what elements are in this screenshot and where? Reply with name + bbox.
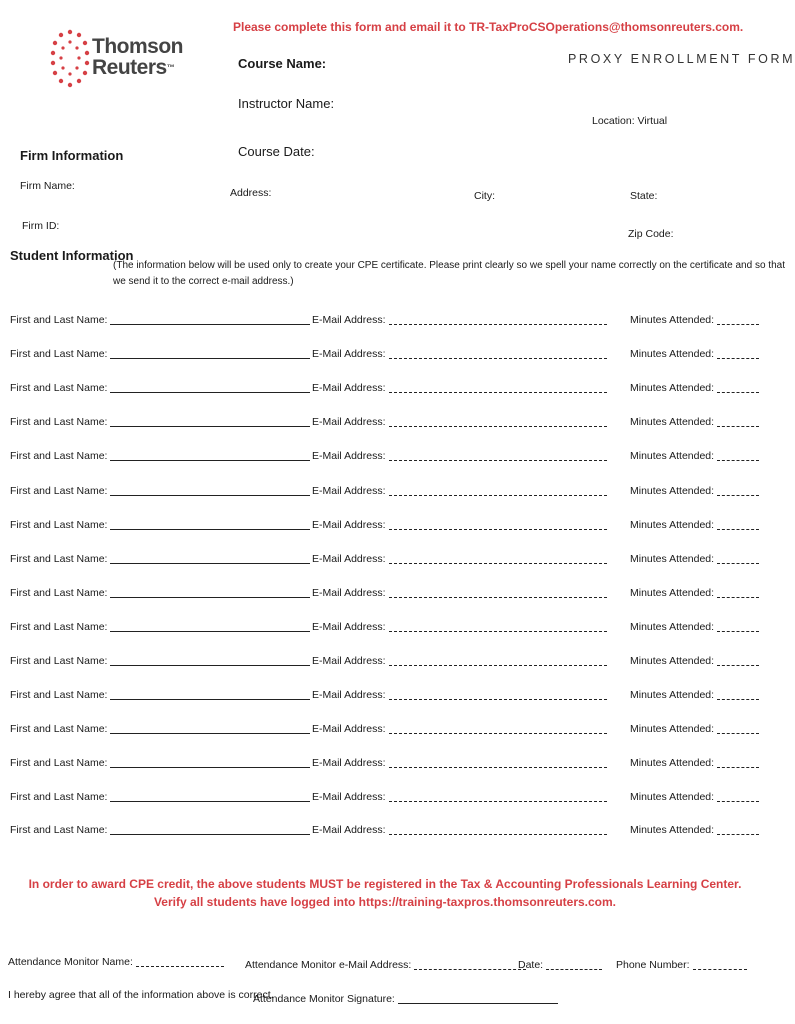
firm-info-heading: Firm Information <box>20 148 124 163</box>
student-row <box>0 553 770 573</box>
name-label: First and Last Name: <box>10 553 108 565</box>
email-label: E-Mail Address: <box>312 519 386 531</box>
student-note-line1: (The information below will be used only to create your CPE certificate. Please print clearly so we spell your name correctly on the certificate and so that <box>113 260 785 271</box>
minutes-field[interactable] <box>717 596 759 598</box>
student-row <box>0 655 770 675</box>
minutes-label: Minutes Attended: <box>630 655 715 667</box>
thomson-reuters-logo <box>50 28 183 94</box>
minutes-label: Minutes Attended: <box>630 689 715 701</box>
email-field[interactable] <box>389 732 607 734</box>
minutes-field[interactable] <box>717 562 759 564</box>
student-row <box>0 621 770 641</box>
email-label: E-Mail Address: <box>312 314 386 326</box>
student-row <box>0 382 770 402</box>
name-field[interactable] <box>110 732 310 734</box>
city-label: City: <box>474 190 495 202</box>
monitor-name-group <box>8 956 224 968</box>
minutes-field[interactable] <box>717 494 759 496</box>
minutes-field[interactable] <box>717 732 759 734</box>
minutes-field[interactable] <box>717 766 759 768</box>
name-field[interactable] <box>110 357 310 359</box>
email-field[interactable] <box>389 494 607 496</box>
email-label: E-Mail Address: <box>312 348 386 360</box>
minutes-label: Minutes Attended: <box>630 791 715 803</box>
email-label: E-Mail Address: <box>312 689 386 701</box>
minutes-label: Minutes Attended: <box>630 314 715 326</box>
email-label: E-Mail Address: <box>312 791 386 803</box>
email-label: E-Mail Address: <box>312 621 386 633</box>
phone-label: Phone Number: <box>616 959 690 971</box>
name-label: First and Last Name: <box>10 791 108 803</box>
date-label: Date: <box>518 959 544 971</box>
student-row <box>0 348 770 368</box>
minutes-label: Minutes Attended: <box>630 519 715 531</box>
cpe-notice-line2: Verify all students have logged into https://training-taxpros.thomsonreuters.com. <box>153 895 617 909</box>
firm-id-label: Firm ID: <box>22 220 60 232</box>
name-field[interactable] <box>110 630 310 632</box>
minutes-label: Minutes Attended: <box>630 382 715 394</box>
name-label: First and Last Name: <box>10 382 108 394</box>
firm-name-label: Firm Name: <box>20 180 75 192</box>
email-field[interactable] <box>389 459 607 461</box>
date-group <box>518 959 602 971</box>
minutes-field[interactable] <box>717 357 759 359</box>
signature-field[interactable] <box>398 1002 558 1004</box>
name-label: First and Last Name: <box>10 757 108 769</box>
email-label: E-Mail Address: <box>312 587 386 599</box>
phone-group <box>616 959 747 971</box>
zip-code-label: Zip Code: <box>628 228 674 240</box>
name-label: First and Last Name: <box>10 723 108 735</box>
logo-tm: ™ <box>166 63 175 72</box>
minutes-label: Minutes Attended: <box>630 757 715 769</box>
phone-field[interactable] <box>693 968 747 970</box>
student-row <box>0 757 770 777</box>
student-row <box>0 314 770 334</box>
signature-label: Attendance Monitor Signature: <box>253 993 395 1005</box>
name-field[interactable] <box>110 528 310 530</box>
location-label: Location: Virtual <box>592 115 668 127</box>
name-field[interactable] <box>110 425 310 427</box>
minutes-field[interactable] <box>717 391 759 393</box>
email-field[interactable] <box>389 528 607 530</box>
name-field[interactable] <box>110 562 310 564</box>
student-row <box>0 791 770 811</box>
name-label: First and Last Name: <box>10 655 108 667</box>
email-field[interactable] <box>389 766 607 768</box>
minutes-label: Minutes Attended: <box>630 723 715 735</box>
course-name-label: Course Name: <box>238 56 327 71</box>
minutes-label: Minutes Attended: <box>630 553 715 565</box>
name-label: First and Last Name: <box>10 314 108 326</box>
monitor-name-label: Attendance Monitor Name: <box>8 956 133 968</box>
email-field[interactable] <box>389 698 607 700</box>
student-row <box>0 689 770 709</box>
name-field[interactable] <box>110 833 310 835</box>
logo-line1: Thomson <box>92 35 183 58</box>
email-field[interactable] <box>389 562 607 564</box>
name-label: First and Last Name: <box>10 519 108 531</box>
signature-group <box>253 993 558 1005</box>
minutes-label: Minutes Attended: <box>630 587 715 599</box>
student-row <box>0 416 770 436</box>
monitor-email-label: Attendance Monitor e-Mail Address: <box>245 959 412 971</box>
email-field[interactable] <box>389 833 607 835</box>
name-label: First and Last Name: <box>10 348 108 360</box>
minutes-field[interactable] <box>717 800 759 802</box>
email-label: E-Mail Address: <box>312 485 386 497</box>
logo-line2: Reuters <box>92 56 167 79</box>
minutes-label: Minutes Attended: <box>630 348 715 360</box>
minutes-field[interactable] <box>717 664 759 666</box>
name-field[interactable] <box>110 664 310 666</box>
email-field[interactable] <box>389 391 607 393</box>
minutes-field[interactable] <box>717 698 759 700</box>
name-label: First and Last Name: <box>10 587 108 599</box>
agreement-text: I hereby agree that all of the information above is correct. <box>8 989 274 1001</box>
email-field[interactable] <box>389 357 607 359</box>
name-label: First and Last Name: <box>10 689 108 701</box>
name-field[interactable] <box>110 766 310 768</box>
name-label: First and Last Name: <box>10 485 108 497</box>
student-row <box>0 450 770 470</box>
minutes-field[interactable] <box>717 630 759 632</box>
minutes-field[interactable] <box>717 833 759 835</box>
minutes-field[interactable] <box>717 459 759 461</box>
logo-dots-icon <box>50 28 90 92</box>
student-row <box>0 485 770 505</box>
student-row <box>0 587 770 607</box>
name-label: First and Last Name: <box>10 416 108 428</box>
email-label: E-Mail Address: <box>312 757 386 769</box>
name-field[interactable] <box>110 323 310 325</box>
form-title: PROXY ENROLLMENT FORM <box>568 52 795 66</box>
email-field[interactable] <box>389 425 607 427</box>
name-field[interactable] <box>110 698 310 700</box>
date-field[interactable] <box>546 968 602 970</box>
email-label: E-Mail Address: <box>312 382 386 394</box>
email-label: E-Mail Address: <box>312 416 386 428</box>
email-field[interactable] <box>389 323 607 325</box>
name-label: First and Last Name: <box>10 450 108 462</box>
name-field[interactable] <box>110 596 310 598</box>
course-date-label: Course Date: <box>238 144 315 159</box>
form-instruction: Please complete this form and email it to TR-TaxProCSOperations@thomsonreuters.com. <box>233 20 744 34</box>
minutes-label: Minutes Attended: <box>630 485 715 497</box>
name-label: First and Last Name: <box>10 621 108 633</box>
email-field[interactable] <box>389 630 607 632</box>
minutes-label: Minutes Attended: <box>630 621 715 633</box>
minutes-field[interactable] <box>717 323 759 325</box>
email-field[interactable] <box>389 596 607 598</box>
minutes-label: Minutes Attended: <box>630 824 715 836</box>
name-field[interactable] <box>110 459 310 461</box>
minutes-label: Minutes Attended: <box>630 416 715 428</box>
email-label: E-Mail Address: <box>312 450 386 462</box>
email-label: E-Mail Address: <box>312 824 386 836</box>
email-label: E-Mail Address: <box>312 723 386 735</box>
minutes-field[interactable] <box>717 528 759 530</box>
name-field[interactable] <box>110 800 310 802</box>
name-field[interactable] <box>110 391 310 393</box>
student-row <box>0 519 770 539</box>
monitor-email-group <box>245 959 526 971</box>
student-row <box>0 723 770 743</box>
email-label: E-Mail Address: <box>312 655 386 667</box>
monitor-email-field[interactable] <box>414 968 526 970</box>
name-field[interactable] <box>110 494 310 496</box>
monitor-name-field[interactable] <box>136 965 224 967</box>
minutes-field[interactable] <box>717 425 759 427</box>
email-field[interactable] <box>389 800 607 802</box>
address-label: Address: <box>230 187 272 199</box>
student-row <box>0 824 770 844</box>
cpe-notice-line1: In order to award CPE credit, the above students MUST be registered in the Tax & Accounting Professionals Learning Center. <box>28 877 742 891</box>
minutes-label: Minutes Attended: <box>630 450 715 462</box>
email-label: E-Mail Address: <box>312 553 386 565</box>
name-label: First and Last Name: <box>10 824 108 836</box>
state-label: State: <box>630 190 658 202</box>
email-field[interactable] <box>389 664 607 666</box>
student-note-line2: we send it to the correct e-mail address.) <box>113 276 294 287</box>
instructor-name-label: Instructor Name: <box>238 96 335 111</box>
student-info-heading: Student Information <box>10 248 134 263</box>
